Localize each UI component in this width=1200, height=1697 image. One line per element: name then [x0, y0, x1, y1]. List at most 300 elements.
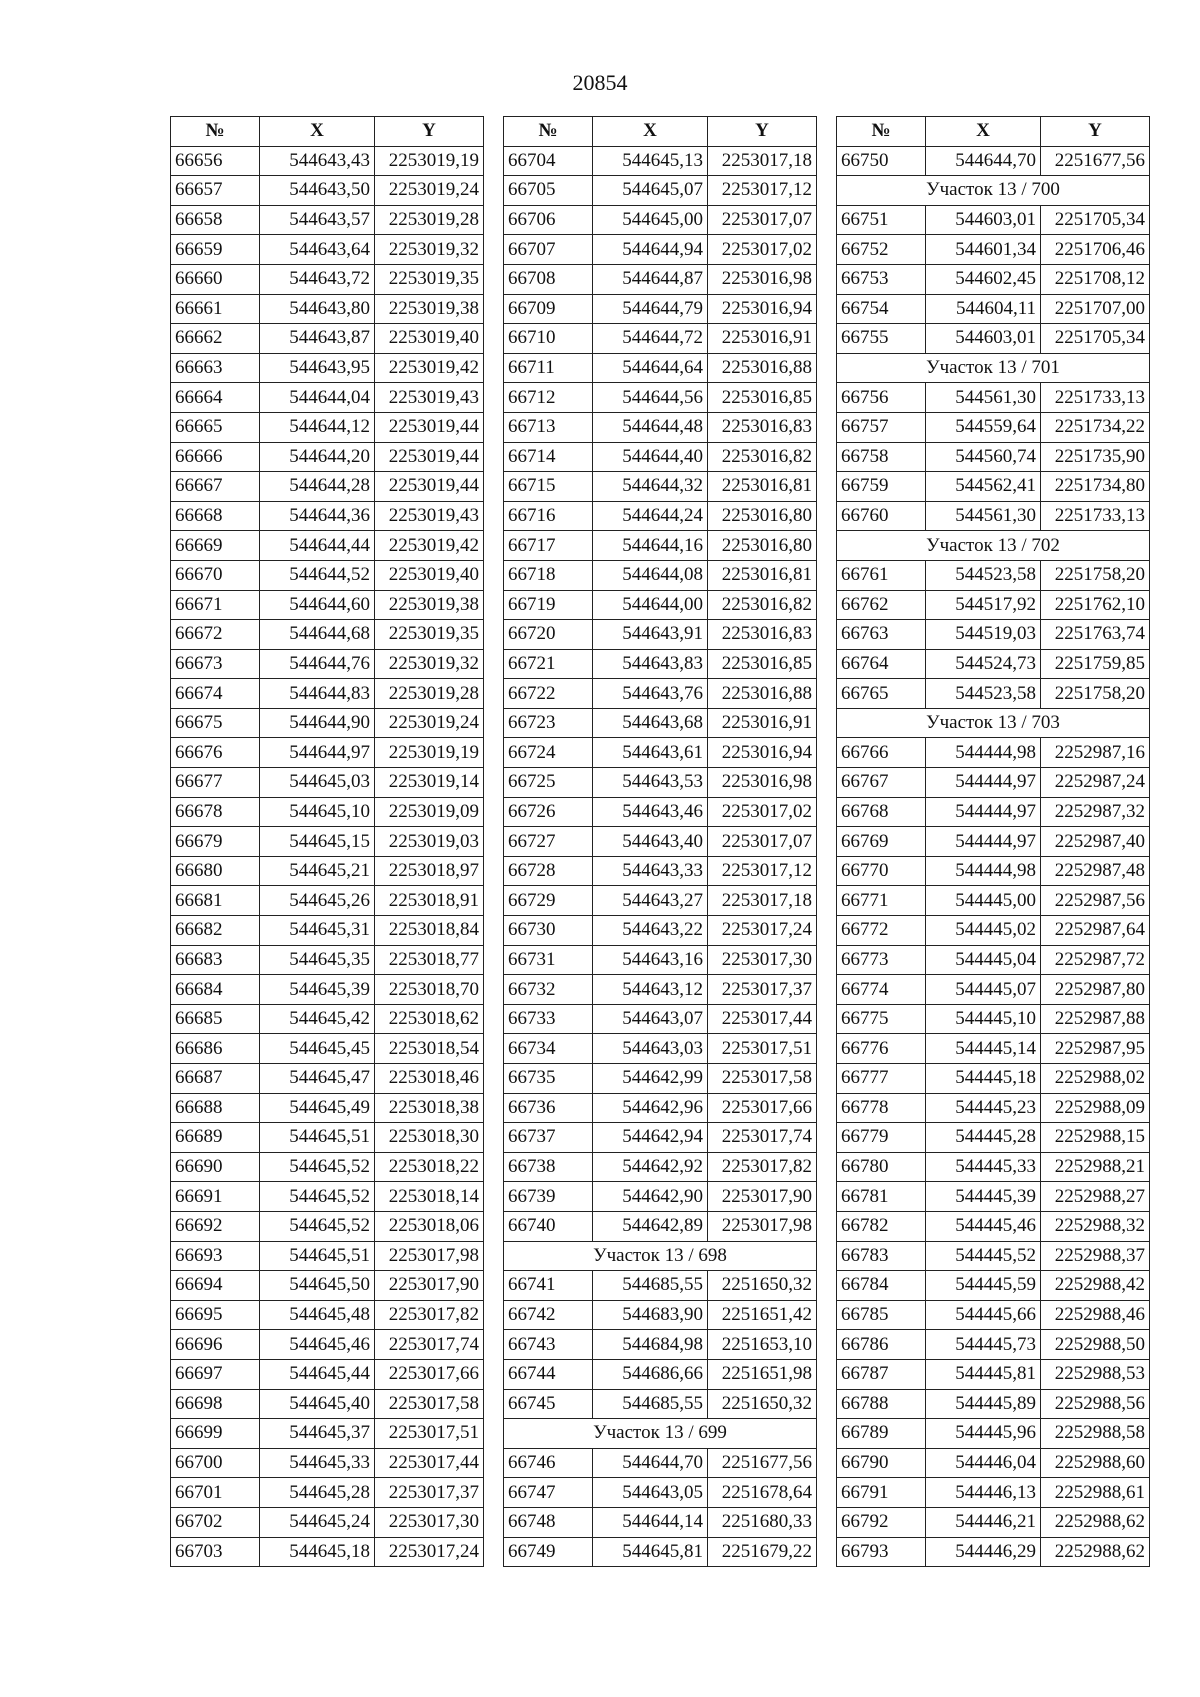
x-coordinate-cell: 544645,39 [260, 975, 375, 1005]
x-coordinate-cell: 544561,30 [926, 501, 1041, 531]
point-number-cell: 66705 [504, 176, 593, 206]
table-row [171, 560, 484, 590]
table-row [504, 324, 817, 354]
table-row [504, 620, 817, 650]
x-coordinate-cell: 544643,12 [593, 975, 708, 1005]
y-coordinate-cell: 2251650,32 [708, 1271, 817, 1301]
point-number-cell: 66751 [837, 205, 926, 235]
table-row [837, 501, 1150, 531]
table-row [171, 501, 484, 531]
x-coordinate-cell: 544445,52 [926, 1241, 1041, 1271]
y-coordinate-cell: 2253017,74 [708, 1123, 817, 1153]
page-number: 20854 [572, 70, 628, 95]
table-row [504, 856, 817, 886]
table-row [504, 945, 817, 975]
x-coordinate-cell: 544445,07 [926, 975, 1041, 1005]
table-row [171, 1034, 484, 1064]
table-row [171, 353, 484, 383]
y-coordinate-cell: 2253016,82 [708, 590, 817, 620]
header-x: X [260, 117, 375, 147]
point-number-cell: 66782 [837, 1211, 926, 1241]
x-coordinate-cell: 544445,23 [926, 1093, 1041, 1123]
x-coordinate-cell: 544524,73 [926, 649, 1041, 679]
table-row [171, 324, 484, 354]
x-coordinate-cell: 544560,74 [926, 442, 1041, 472]
y-coordinate-cell: 2252988,42 [1041, 1271, 1150, 1301]
table-row [837, 294, 1150, 324]
y-coordinate-cell: 2253018,14 [375, 1182, 484, 1212]
x-coordinate-cell: 544643,16 [593, 945, 708, 975]
table-row [171, 856, 484, 886]
y-coordinate-cell: 2252988,53 [1041, 1359, 1150, 1389]
x-coordinate-cell: 544645,51 [260, 1123, 375, 1153]
y-coordinate-cell: 2253016,98 [708, 264, 817, 294]
y-coordinate-cell: 2252987,88 [1041, 1004, 1150, 1034]
x-coordinate-cell: 544644,04 [260, 383, 375, 413]
y-coordinate-cell: 2253017,30 [375, 1507, 484, 1537]
y-coordinate-cell: 2253018,84 [375, 916, 484, 946]
table-row [171, 294, 484, 324]
x-coordinate-cell: 544445,00 [926, 886, 1041, 916]
table-row [504, 649, 817, 679]
y-coordinate-cell: 2253017,18 [708, 886, 817, 916]
point-number-cell: 66779 [837, 1123, 926, 1153]
y-coordinate-cell: 2253016,81 [708, 560, 817, 590]
y-coordinate-cell: 2253019,35 [375, 620, 484, 650]
point-number-cell: 66721 [504, 649, 593, 679]
x-coordinate-cell: 544645,48 [260, 1300, 375, 1330]
point-number-cell: 66676 [171, 738, 260, 768]
y-coordinate-cell: 2253016,94 [708, 738, 817, 768]
y-coordinate-cell: 2253019,28 [375, 679, 484, 709]
point-number-cell: 66671 [171, 590, 260, 620]
y-coordinate-cell: 2251733,13 [1041, 501, 1150, 531]
x-coordinate-cell: 544444,97 [926, 768, 1041, 798]
x-coordinate-cell: 544645,46 [260, 1330, 375, 1360]
y-coordinate-cell: 2253017,51 [375, 1419, 484, 1449]
point-number-cell: 66786 [837, 1330, 926, 1360]
y-coordinate-cell: 2253017,82 [708, 1152, 817, 1182]
x-coordinate-cell: 544444,97 [926, 827, 1041, 857]
y-coordinate-cell: 2253018,54 [375, 1034, 484, 1064]
y-coordinate-cell: 2253019,42 [375, 353, 484, 383]
table-row [171, 146, 484, 176]
point-number-cell: 66783 [837, 1241, 926, 1271]
point-number-cell: 66715 [504, 472, 593, 502]
table-row [837, 1537, 1150, 1567]
table-row [171, 1123, 484, 1153]
x-coordinate-cell: 544445,33 [926, 1152, 1041, 1182]
point-number-cell: 66761 [837, 560, 926, 590]
x-coordinate-cell: 544445,59 [926, 1271, 1041, 1301]
x-coordinate-cell: 544643,27 [593, 886, 708, 916]
y-coordinate-cell: 2253017,98 [375, 1241, 484, 1271]
point-number-cell: 66720 [504, 620, 593, 650]
y-coordinate-cell: 2252988,50 [1041, 1330, 1150, 1360]
table-row [837, 235, 1150, 265]
table-row [837, 1211, 1150, 1241]
y-coordinate-cell: 2253017,12 [708, 176, 817, 206]
table-row [504, 1211, 817, 1241]
x-coordinate-cell: 544445,73 [926, 1330, 1041, 1360]
y-coordinate-cell: 2253017,18 [708, 146, 817, 176]
x-coordinate-cell: 544644,40 [593, 442, 708, 472]
x-coordinate-cell: 544643,72 [260, 264, 375, 294]
point-number-cell: 66750 [837, 146, 926, 176]
y-coordinate-cell: 2252988,62 [1041, 1507, 1150, 1537]
y-coordinate-cell: 2253017,90 [708, 1182, 817, 1212]
point-number-cell: 66702 [171, 1507, 260, 1537]
point-number-cell: 66772 [837, 916, 926, 946]
y-coordinate-cell: 2253019,24 [375, 708, 484, 738]
point-number-cell: 66717 [504, 531, 593, 561]
header-y: Y [708, 117, 817, 147]
y-coordinate-cell: 2253017,98 [708, 1211, 817, 1241]
section-row [837, 353, 1150, 383]
point-number-cell: 66789 [837, 1419, 926, 1449]
x-coordinate-cell: 544643,53 [593, 768, 708, 798]
coordinates-table-3 [836, 116, 1150, 1567]
point-number-cell: 66691 [171, 1182, 260, 1212]
x-coordinate-cell: 544645,03 [260, 768, 375, 798]
point-number-cell: 66662 [171, 324, 260, 354]
table-row [171, 1389, 484, 1419]
section-title: Участок 13 / 702 [837, 531, 1150, 561]
x-coordinate-cell: 544645,52 [260, 1182, 375, 1212]
table-row [837, 442, 1150, 472]
point-number-cell: 66737 [504, 1123, 593, 1153]
y-coordinate-cell: 2251735,90 [1041, 442, 1150, 472]
point-number-cell: 66677 [171, 768, 260, 798]
table-row [171, 916, 484, 946]
y-coordinate-cell: 2251734,22 [1041, 412, 1150, 442]
point-number-cell: 66657 [171, 176, 260, 206]
table-row [171, 1271, 484, 1301]
point-number-cell: 66698 [171, 1389, 260, 1419]
table-row [837, 1241, 1150, 1271]
point-number-cell: 66672 [171, 620, 260, 650]
table-row [504, 1064, 817, 1094]
table-row [837, 146, 1150, 176]
y-coordinate-cell: 2253016,85 [708, 383, 817, 413]
table-row [837, 383, 1150, 413]
y-coordinate-cell: 2252987,48 [1041, 856, 1150, 886]
x-coordinate-cell: 544642,94 [593, 1123, 708, 1153]
y-coordinate-cell: 2253017,37 [708, 975, 817, 1005]
table-row [171, 1300, 484, 1330]
y-coordinate-cell: 2251653,10 [708, 1330, 817, 1360]
table-row [504, 560, 817, 590]
point-number-cell: 66729 [504, 886, 593, 916]
x-coordinate-cell: 544642,96 [593, 1093, 708, 1123]
point-number-cell: 66668 [171, 501, 260, 531]
y-coordinate-cell: 2253017,07 [708, 205, 817, 235]
section-title: Участок 13 / 698 [504, 1241, 817, 1271]
table-row [504, 1300, 817, 1330]
table-header [837, 117, 1150, 147]
table-row [837, 975, 1150, 1005]
point-number-cell: 66774 [837, 975, 926, 1005]
y-coordinate-cell: 2251651,98 [708, 1359, 817, 1389]
point-number-cell: 66790 [837, 1448, 926, 1478]
x-coordinate-cell: 544645,81 [593, 1537, 708, 1567]
table-row [837, 945, 1150, 975]
y-coordinate-cell: 2252988,27 [1041, 1182, 1150, 1212]
y-coordinate-cell: 2252988,56 [1041, 1389, 1150, 1419]
y-coordinate-cell: 2252988,09 [1041, 1093, 1150, 1123]
coordinates-table-1 [170, 116, 484, 1567]
y-coordinate-cell: 2253018,77 [375, 945, 484, 975]
x-coordinate-cell: 544644,90 [260, 708, 375, 738]
point-number-cell: 66697 [171, 1359, 260, 1389]
point-number-cell: 66658 [171, 205, 260, 235]
point-number-cell: 66735 [504, 1064, 593, 1094]
point-number-cell: 66752 [837, 235, 926, 265]
y-coordinate-cell: 2253019,03 [375, 827, 484, 857]
x-coordinate-cell: 544645,10 [260, 797, 375, 827]
y-coordinate-cell: 2253016,82 [708, 442, 817, 472]
x-coordinate-cell: 544645,28 [260, 1478, 375, 1508]
point-number-cell: 66748 [504, 1507, 593, 1537]
y-coordinate-cell: 2253016,98 [708, 768, 817, 798]
y-coordinate-cell: 2253019,24 [375, 176, 484, 206]
point-number-cell: 66731 [504, 945, 593, 975]
point-number-cell: 66771 [837, 886, 926, 916]
header-number: № [171, 117, 260, 147]
y-coordinate-cell: 2253017,58 [708, 1064, 817, 1094]
section-row [837, 176, 1150, 206]
table-row [837, 1064, 1150, 1094]
table-row [837, 886, 1150, 916]
x-coordinate-cell: 544446,13 [926, 1478, 1041, 1508]
point-number-cell: 66743 [504, 1330, 593, 1360]
table-row [504, 708, 817, 738]
x-coordinate-cell: 544643,83 [593, 649, 708, 679]
x-coordinate-cell: 544686,66 [593, 1359, 708, 1389]
table-row [504, 1537, 817, 1567]
y-coordinate-cell: 2251762,10 [1041, 590, 1150, 620]
table-row [171, 176, 484, 206]
y-coordinate-cell: 2251758,20 [1041, 679, 1150, 709]
y-coordinate-cell: 2252987,32 [1041, 797, 1150, 827]
y-coordinate-cell: 2251707,00 [1041, 294, 1150, 324]
point-number-cell: 66704 [504, 146, 593, 176]
y-coordinate-cell: 2253017,74 [375, 1330, 484, 1360]
point-number-cell: 66763 [837, 620, 926, 650]
table-row [504, 1123, 817, 1153]
header-y: Y [1041, 117, 1150, 147]
x-coordinate-cell: 544644,52 [260, 560, 375, 590]
table-row [171, 1004, 484, 1034]
table-row [837, 560, 1150, 590]
x-coordinate-cell: 544645,35 [260, 945, 375, 975]
x-coordinate-cell: 544559,64 [926, 412, 1041, 442]
table-row [171, 205, 484, 235]
table-row [504, 886, 817, 916]
point-number-cell: 66684 [171, 975, 260, 1005]
x-coordinate-cell: 544644,72 [593, 324, 708, 354]
y-coordinate-cell: 2253016,91 [708, 708, 817, 738]
y-coordinate-cell: 2253019,32 [375, 649, 484, 679]
y-coordinate-cell: 2251733,13 [1041, 383, 1150, 413]
section-row [837, 708, 1150, 738]
x-coordinate-cell: 544644,00 [593, 590, 708, 620]
point-number-cell: 66788 [837, 1389, 926, 1419]
x-coordinate-cell: 544644,28 [260, 472, 375, 502]
point-number-cell: 66686 [171, 1034, 260, 1064]
header-number: № [504, 117, 593, 147]
point-number-cell: 66764 [837, 649, 926, 679]
table-row [171, 1152, 484, 1182]
table-row [837, 768, 1150, 798]
table-row [504, 531, 817, 561]
point-number-cell: 66680 [171, 856, 260, 886]
table-row [837, 1448, 1150, 1478]
y-coordinate-cell: 2252987,40 [1041, 827, 1150, 857]
x-coordinate-cell: 544523,58 [926, 679, 1041, 709]
y-coordinate-cell: 2253016,83 [708, 412, 817, 442]
table-row [171, 264, 484, 294]
table-row [837, 1330, 1150, 1360]
table-row [171, 886, 484, 916]
table-row [504, 1359, 817, 1389]
x-coordinate-cell: 544445,02 [926, 916, 1041, 946]
y-coordinate-cell: 2253018,70 [375, 975, 484, 1005]
x-coordinate-cell: 544643,43 [260, 146, 375, 176]
table-row [171, 1211, 484, 1241]
point-number-cell: 66661 [171, 294, 260, 324]
x-coordinate-cell: 544685,55 [593, 1271, 708, 1301]
table-row [837, 1182, 1150, 1212]
y-coordinate-cell: 2251679,22 [708, 1537, 817, 1567]
table-row [504, 442, 817, 472]
table-row [504, 679, 817, 709]
y-coordinate-cell: 2251763,74 [1041, 620, 1150, 650]
x-coordinate-cell: 544645,45 [260, 1034, 375, 1064]
x-coordinate-cell: 544642,99 [593, 1064, 708, 1094]
point-number-cell: 66659 [171, 235, 260, 265]
table-row [504, 1093, 817, 1123]
y-coordinate-cell: 2252988,32 [1041, 1211, 1150, 1241]
x-coordinate-cell: 544645,33 [260, 1448, 375, 1478]
y-coordinate-cell: 2253017,37 [375, 1478, 484, 1508]
point-number-cell: 66734 [504, 1034, 593, 1064]
table-row [504, 590, 817, 620]
point-number-cell: 66756 [837, 383, 926, 413]
point-number-cell: 66775 [837, 1004, 926, 1034]
x-coordinate-cell: 544683,90 [593, 1300, 708, 1330]
section-row [504, 1419, 817, 1449]
x-coordinate-cell: 544645,42 [260, 1004, 375, 1034]
table-row [171, 383, 484, 413]
table-row [171, 1537, 484, 1567]
point-number-cell: 66703 [171, 1537, 260, 1567]
table-header [504, 117, 817, 147]
point-number-cell: 66760 [837, 501, 926, 531]
section-title: Участок 13 / 699 [504, 1419, 817, 1449]
x-coordinate-cell: 544645,31 [260, 916, 375, 946]
x-coordinate-cell: 544643,50 [260, 176, 375, 206]
table-row [504, 975, 817, 1005]
x-coordinate-cell: 544602,45 [926, 264, 1041, 294]
y-coordinate-cell: 2253019,40 [375, 324, 484, 354]
point-number-cell: 66776 [837, 1034, 926, 1064]
x-coordinate-cell: 544445,46 [926, 1211, 1041, 1241]
y-coordinate-cell: 2253018,97 [375, 856, 484, 886]
y-coordinate-cell: 2251758,20 [1041, 560, 1150, 590]
table-row [171, 531, 484, 561]
point-number-cell: 66757 [837, 412, 926, 442]
section-row [837, 531, 1150, 561]
header-x: X [926, 117, 1041, 147]
point-number-cell: 66707 [504, 235, 593, 265]
x-coordinate-cell: 544645,52 [260, 1152, 375, 1182]
point-number-cell: 66685 [171, 1004, 260, 1034]
point-number-cell: 66711 [504, 353, 593, 383]
x-coordinate-cell: 544645,49 [260, 1093, 375, 1123]
point-number-cell: 66718 [504, 560, 593, 590]
table-row [837, 472, 1150, 502]
y-coordinate-cell: 2253019,28 [375, 205, 484, 235]
x-coordinate-cell: 544644,14 [593, 1507, 708, 1537]
y-coordinate-cell: 2253019,44 [375, 412, 484, 442]
table-row [171, 472, 484, 502]
x-coordinate-cell: 544644,36 [260, 501, 375, 531]
table-row [171, 235, 484, 265]
table-row [171, 442, 484, 472]
section-title: Участок 13 / 703 [837, 708, 1150, 738]
table-row [171, 1478, 484, 1508]
x-coordinate-cell: 544445,96 [926, 1419, 1041, 1449]
x-coordinate-cell: 544603,01 [926, 205, 1041, 235]
y-coordinate-cell: 2253019,44 [375, 472, 484, 502]
table-row [504, 1389, 817, 1419]
table-row [171, 1093, 484, 1123]
table-row [171, 1241, 484, 1271]
x-coordinate-cell: 544604,11 [926, 294, 1041, 324]
y-coordinate-cell: 2253019,40 [375, 560, 484, 590]
point-number-cell: 66732 [504, 975, 593, 1005]
x-coordinate-cell: 544644,64 [593, 353, 708, 383]
y-coordinate-cell: 2253016,94 [708, 294, 817, 324]
x-coordinate-cell: 544643,76 [593, 679, 708, 709]
y-coordinate-cell: 2253017,07 [708, 827, 817, 857]
x-coordinate-cell: 544645,40 [260, 1389, 375, 1419]
table-row [504, 1182, 817, 1212]
x-coordinate-cell: 544644,16 [593, 531, 708, 561]
table-row [171, 1330, 484, 1360]
x-coordinate-cell: 544644,08 [593, 560, 708, 590]
point-number-cell: 66666 [171, 442, 260, 472]
y-coordinate-cell: 2251705,34 [1041, 324, 1150, 354]
x-coordinate-cell: 544517,92 [926, 590, 1041, 620]
x-coordinate-cell: 544643,80 [260, 294, 375, 324]
header-number: № [837, 117, 926, 147]
point-number-cell: 66681 [171, 886, 260, 916]
table-row [504, 738, 817, 768]
table-row [504, 797, 817, 827]
point-number-cell: 66773 [837, 945, 926, 975]
point-number-cell: 66727 [504, 827, 593, 857]
table-row [504, 1478, 817, 1508]
x-coordinate-cell: 544645,52 [260, 1211, 375, 1241]
x-coordinate-cell: 544644,70 [593, 1448, 708, 1478]
table-row [171, 679, 484, 709]
point-number-cell: 66740 [504, 1211, 593, 1241]
x-coordinate-cell: 544645,13 [593, 146, 708, 176]
y-coordinate-cell: 2252988,46 [1041, 1300, 1150, 1330]
table-row [837, 1123, 1150, 1153]
